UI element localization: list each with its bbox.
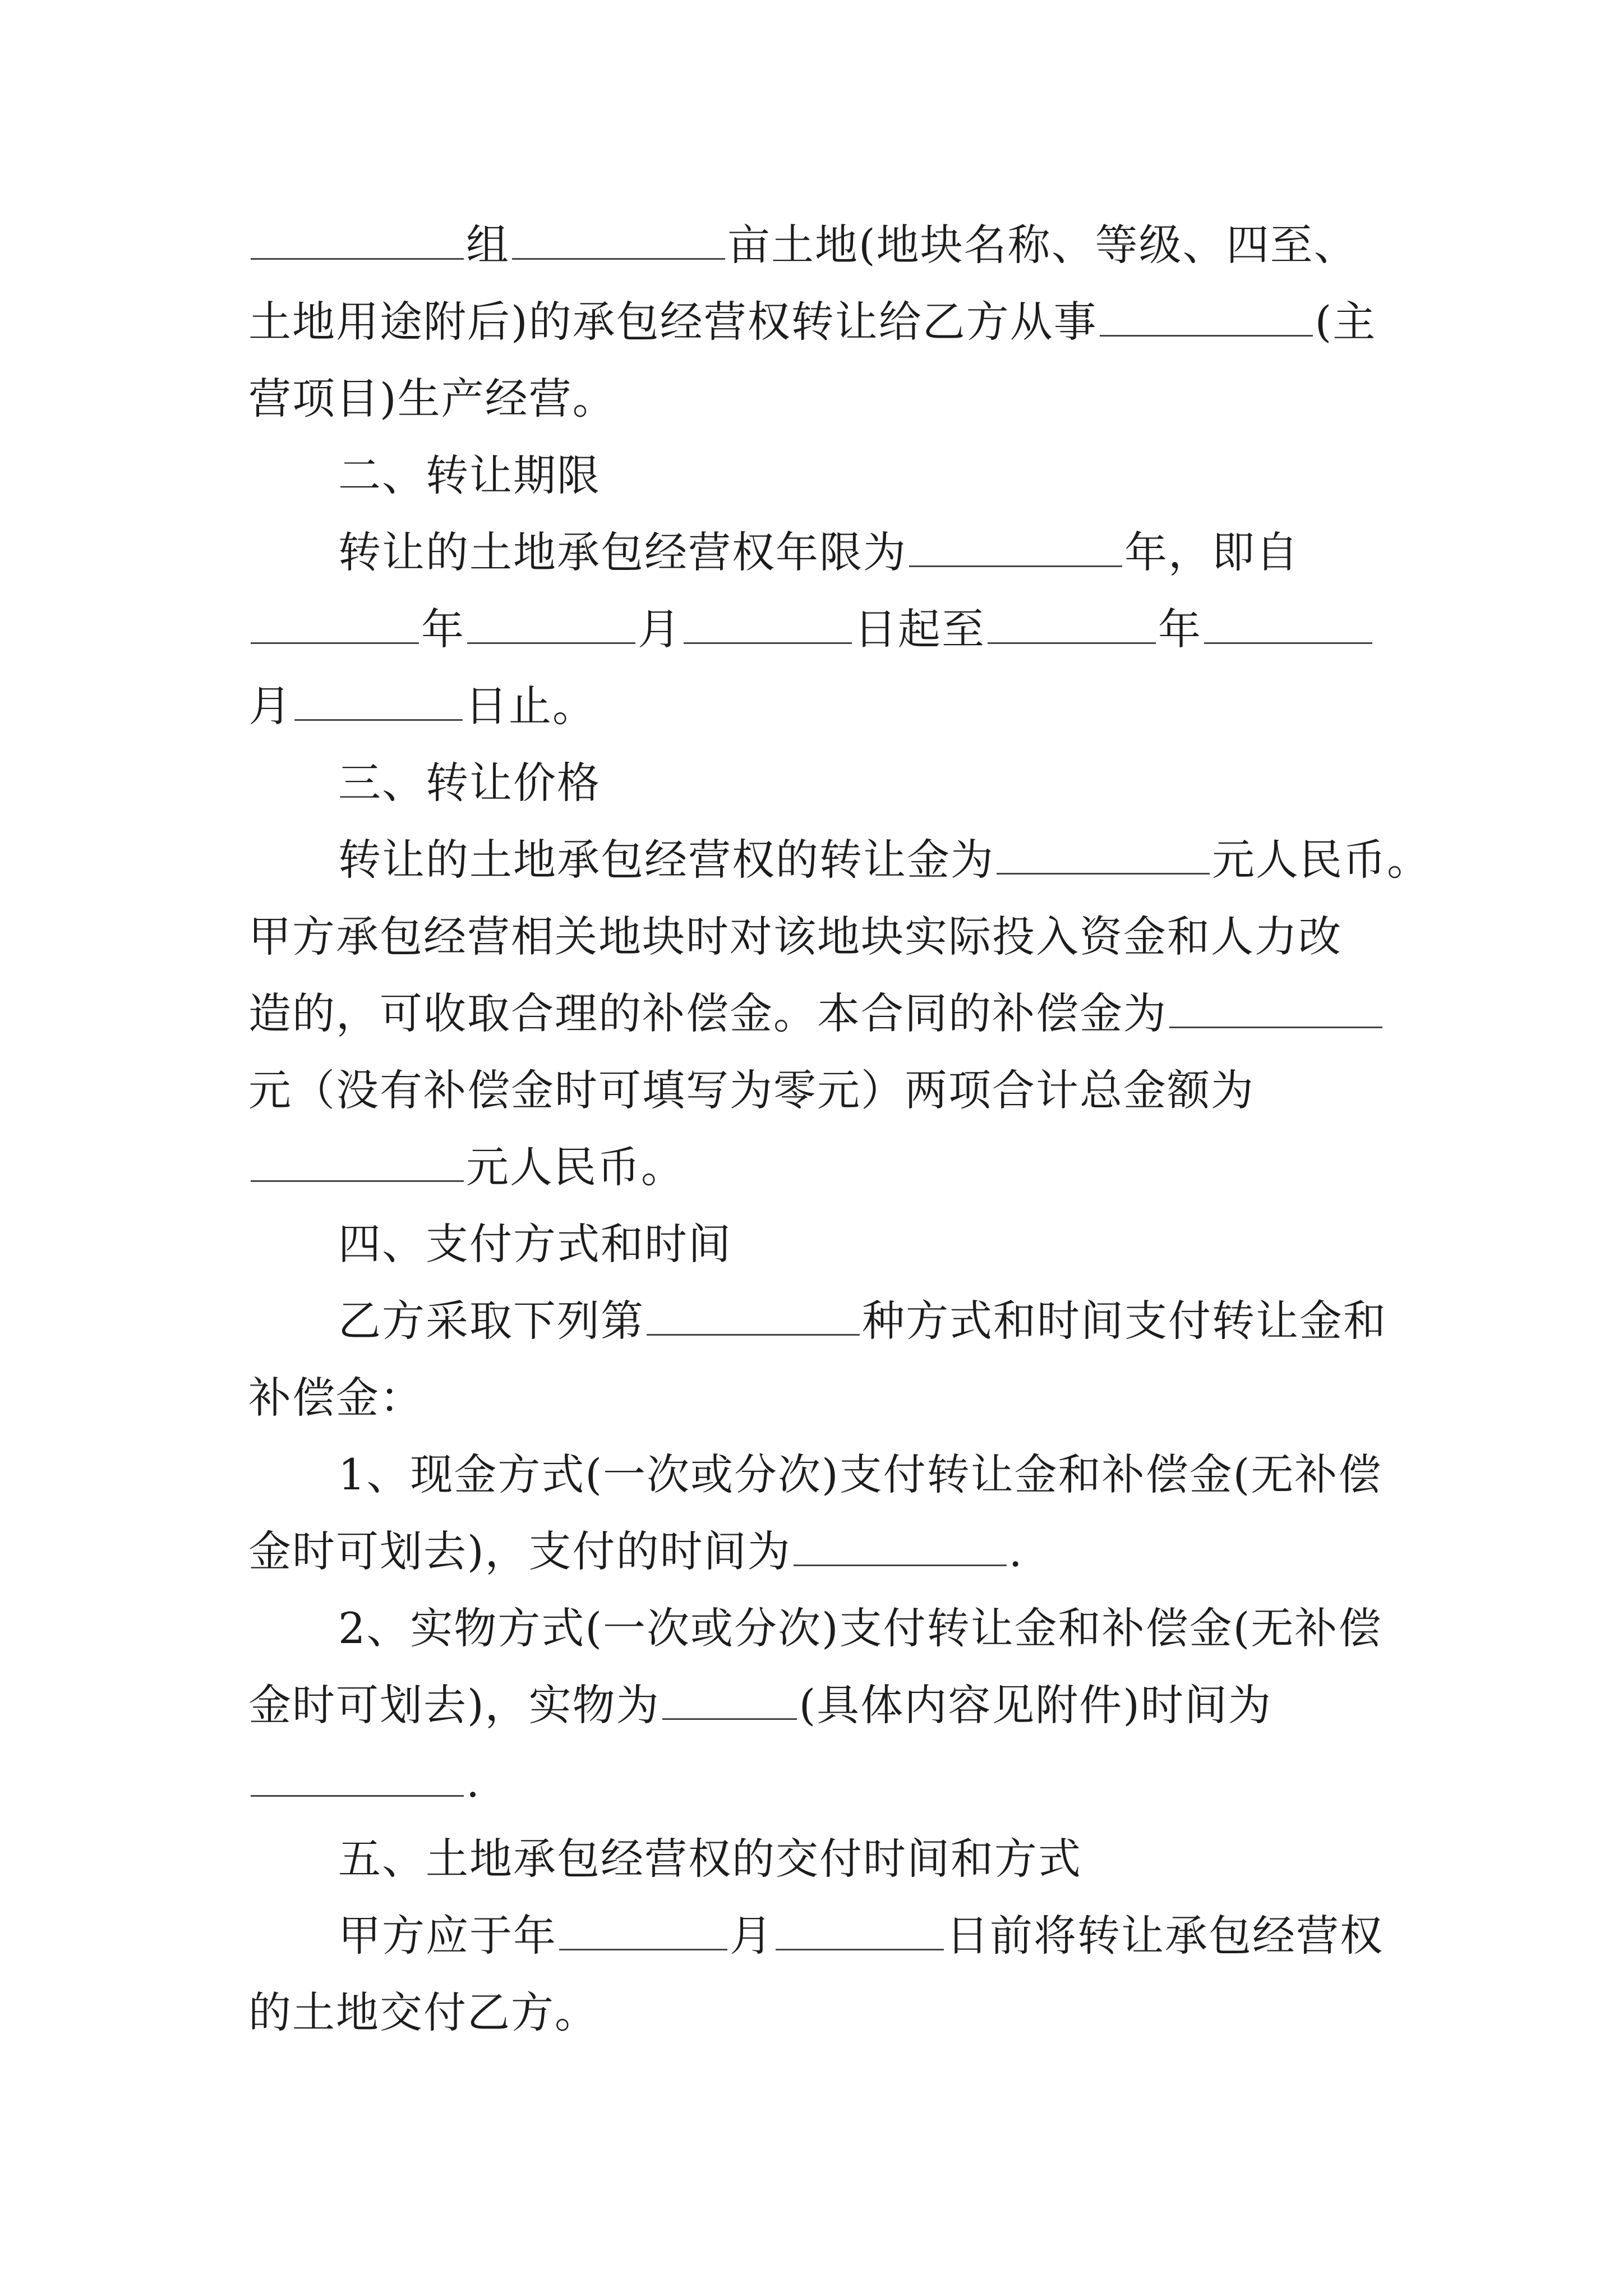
text-line: 2、实物方式(一次或分次)支付转让金和补偿金(无补偿 xyxy=(338,1603,1382,1653)
text-line xyxy=(248,821,1431,898)
text-segment: 组 xyxy=(466,220,510,270)
document-body xyxy=(248,206,1431,2051)
section-heading: 五、土地承包经营权的交付时间和方式 xyxy=(338,1834,1082,1884)
text-segment: 造的，可收取合理的补偿金。本合同的补偿金为 xyxy=(248,988,1167,1038)
text-segment: (主 xyxy=(1315,297,1377,347)
fill-blank[interactable] xyxy=(251,1147,464,1182)
fill-blank[interactable] xyxy=(251,224,464,260)
text-line xyxy=(248,360,1398,437)
fill-blank[interactable] xyxy=(251,1761,464,1797)
fill-blank[interactable] xyxy=(251,609,419,644)
text-segment: 营项目)生产经营。 xyxy=(248,374,616,424)
text-line xyxy=(248,668,1398,744)
text-segment: 土地用途附后)的承包经营权转让给乙方从事 xyxy=(248,297,1098,347)
text-segment: . xyxy=(466,1757,481,1807)
text-line: 元（没有补偿金时可填写为零元）两项合计总金额为 xyxy=(248,1065,1255,1115)
text-line xyxy=(248,1129,1398,1205)
text-line: 补偿金： xyxy=(248,1373,423,1423)
fill-blank[interactable] xyxy=(559,1915,727,1950)
fill-blank[interactable] xyxy=(1100,301,1313,337)
section-heading: 二、转让期限 xyxy=(338,450,601,500)
section-heading: 三、转让价格 xyxy=(338,758,601,808)
text-segment: 种方式和时间支付转让金和 xyxy=(862,1296,1387,1346)
text-segment: 年 xyxy=(421,604,465,654)
text-segment: 月 xyxy=(248,681,292,731)
text-segment: 日止。 xyxy=(465,681,596,731)
text-segment: 月 xyxy=(730,1911,773,1961)
fill-blank[interactable] xyxy=(294,685,463,721)
text-segment: 年，即自 xyxy=(1124,527,1299,577)
text-line xyxy=(248,975,1398,1052)
text-line xyxy=(248,206,1398,283)
fill-blank[interactable] xyxy=(1204,609,1372,644)
fill-blank[interactable] xyxy=(988,609,1156,644)
text-segment: 转让的土地承包经营权的转让金为 xyxy=(338,835,994,885)
text-segment: 金时可划去)，支付的时间为 xyxy=(248,1526,791,1576)
fill-blank[interactable] xyxy=(794,1531,1007,1566)
text-segment: 金时可划去)，实物为 xyxy=(248,1680,660,1730)
fill-blank[interactable] xyxy=(776,1915,944,1950)
text-segment: 日起至 xyxy=(854,604,985,654)
text-line xyxy=(248,283,1398,360)
text-segment: 亩土地(地块名称、等级、四至、 xyxy=(727,220,1358,270)
text-segment: 乙方采取下列第 xyxy=(338,1296,644,1346)
fill-blank[interactable] xyxy=(684,609,852,644)
text-segment: 年 xyxy=(1158,604,1202,654)
text-segment: 转让的土地承包经营权年限为 xyxy=(338,527,907,577)
fill-blank[interactable] xyxy=(647,1300,860,1336)
fill-blank[interactable] xyxy=(1169,993,1382,1028)
text-line xyxy=(248,1282,1398,1359)
text-line xyxy=(248,1743,1398,1820)
text-line: 的土地交付乙方。 xyxy=(248,1987,598,2037)
text-line: 1、现金方式(一次或分次)支付转让金和补偿金(无补偿 xyxy=(338,1450,1382,1499)
text-line xyxy=(248,1897,1398,1974)
fill-blank[interactable] xyxy=(467,609,635,644)
text-segment: (具体内容见附件)时间为 xyxy=(799,1680,1272,1730)
text-line xyxy=(248,1667,1398,1743)
text-line xyxy=(248,591,1398,668)
text-line xyxy=(248,1513,1398,1590)
fill-blank[interactable] xyxy=(512,224,725,260)
fill-blank[interactable] xyxy=(662,1685,797,1720)
text-segment: 元人民币。 xyxy=(1212,835,1431,885)
fill-blank[interactable] xyxy=(997,839,1210,875)
section-heading: 四、支付方式和时间 xyxy=(338,1219,732,1269)
text-line: 甲方承包经营相关地块时对该地块实际投入资金和人力改 xyxy=(248,912,1342,961)
text-segment: 甲方应于年 xyxy=(338,1911,557,1961)
text-segment: 日前将转让承包经营权 xyxy=(946,1911,1384,1961)
text-line xyxy=(248,514,1398,591)
text-segment: 元人民币。 xyxy=(466,1142,685,1192)
text-segment: . xyxy=(1008,1526,1023,1576)
fill-blank[interactable] xyxy=(909,532,1122,567)
text-segment: 月 xyxy=(638,604,681,654)
